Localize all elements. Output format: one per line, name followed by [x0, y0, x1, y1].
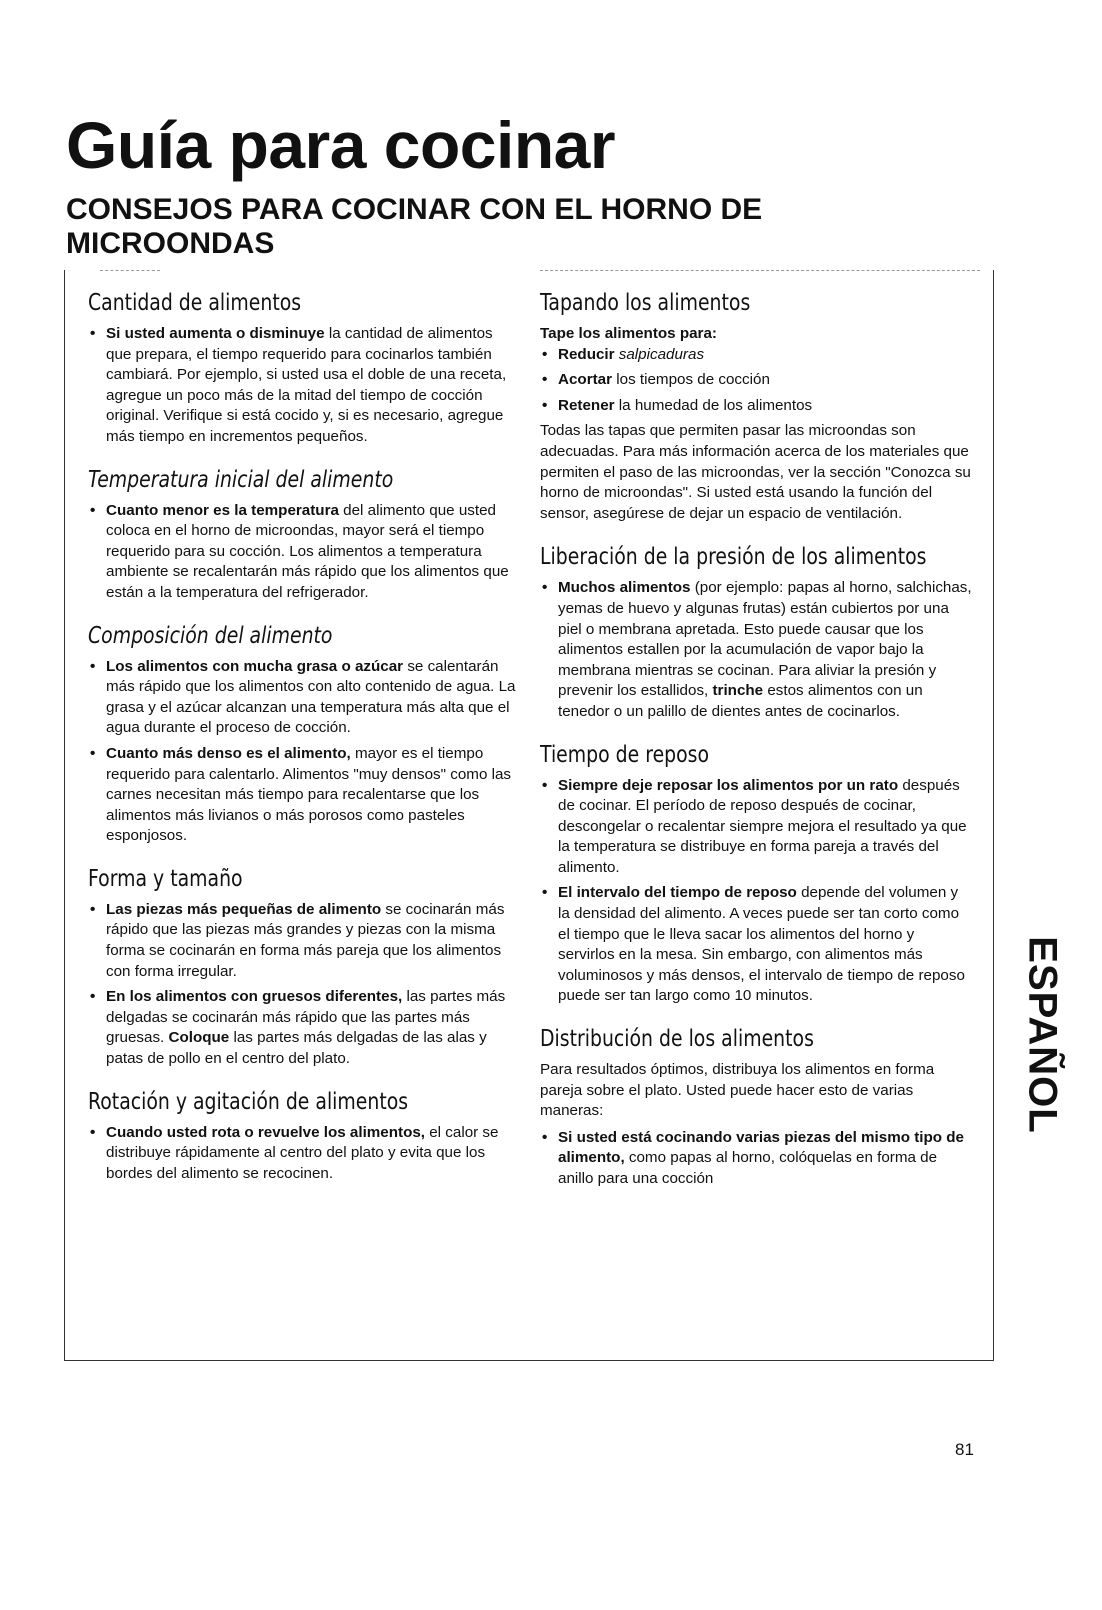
section-heading: Temperatura inicial del alimento: [88, 466, 394, 493]
section-heading: Cantidad de alimentos: [88, 290, 302, 316]
list-item: • En los alimentos con gruesos diferentes, las partes más delgadas se cocinarán más rápido que las partes más gruesas. Coloque las partes más delgadas de las alas y patas de pollo en el centro del plato.: [88, 987, 520, 1069]
list-item: • Cuanto menor es la temperatura del alimento que usted coloca en el horno de microondas, mayor será el tiempo requerido para su cocción. Los alimentos a temperatura ambiente se recalentarán más rápido que los alimentos que están a la temperatura del refrigerador.: [88, 501, 520, 604]
list-item: • Cuanto más denso es el alimento, mayor es el tiempo requerido para calentarlo. Alimentos "muy densos" como las carnes necesitan más tiempo para recalentarse que los alimentos más livianos o más porosos como pasteles esponjosos.: [88, 744, 520, 847]
page-title: Guía para cocinar: [66, 108, 616, 182]
list-item: • Muchos alimentos (por ejemplo: papas al horno, salchichas, yemas de huevo y algunas frutas) están cubiertos por una piel o membrana apretada. Esto puede causar que los alimentos estallen por la acumulación de vapor bajo la membrana mientras se cocinan. Para aliviar la presión y prevenir los estallidos, trinche estos alimentos con un tenedor o un palillo de dientes antes de cocinarlos.: [540, 578, 972, 722]
section-heading: Composición del alimento: [88, 622, 333, 649]
list-item: • El intervalo del tiempo de reposo depende del volumen y la densidad del alimento. A veces puede ser tan corto como el tiempo que le lleva sacar los alimentos del horno y servirlos en la mesa. Sin embargo, con alimentos más voluminosos y más densos, el intervalo de tiempo de reposo puede ser tan largo como 10 minutos.: [540, 883, 972, 1007]
list-item: • Acortar los tiempos de cocción: [540, 370, 972, 391]
frame-top-dash: [540, 270, 980, 271]
page-number: 81: [955, 1440, 974, 1459]
section-heading: Liberación de la presión de los alimentos: [540, 544, 927, 571]
paragraph: Para resultados óptimos, distribuya los alimentos en forma pareja sobre el plato. Usted puede hacer esto de varias maneras:: [540, 1061, 935, 1120]
section-heading: Rotación y agitación de alimentos: [88, 1088, 409, 1115]
left-column: [88, 288, 520, 1189]
page-subtitle: CONSEJOS PARA COCINAR CON EL HORNO DE MICROONDAS: [66, 193, 763, 260]
right-column: [540, 288, 972, 1195]
frame-top-dash: [100, 270, 160, 271]
section-heading: Forma y tamaño: [88, 865, 243, 892]
section-heading: Tapando los alimentos: [540, 290, 751, 316]
language-label: ESPAÑOL: [1020, 936, 1065, 1134]
list-item: • Los alimentos con mucha grasa o azúcar se calentarán más rápido que los alimentos con alto contenido de agua. La grasa y el azúcar alcanzan una temperatura más alta que el agua durante el proceso de cocción.: [88, 657, 520, 739]
frame-left: [64, 270, 65, 1360]
frame-bottom: [64, 1360, 994, 1361]
frame-right: [993, 270, 994, 1360]
paragraph: Todas las tapas que permiten pasar las microondas son adecuadas. Para más información acerca de los materiales que permiten el paso de las microondas, ver la sección "Conozca su horno de microondas". Si usted está usando la función del sensor, asegúrese de dejar un espacio de ventilación.: [540, 422, 971, 522]
list-item: • Cuando usted rota o revuelve los alimentos, el calor se distribuye rápidamente al centro del plato y evita que los bordes del alimento se recocinen.: [88, 1123, 520, 1185]
section-heading: Tiempo de reposo: [540, 741, 710, 768]
list-item: • Retener la humedad de los alimentos: [540, 396, 972, 417]
list-item: • Las piezas más pequeñas de alimento se cocinarán más rápido que las piezas más grandes y piezas con la misma forma se cocinarán en forma más pareja que los alimentos con forma irregular.: [88, 900, 520, 982]
section-intro: Tape los alimentos para:: [540, 325, 717, 342]
list-item: • Si usted aumenta o disminuye la cantidad de alimentos que prepara, el tiempo requerido para cocinarlos también cambiará. Por ejemplo, si usted usa el doble de una receta, agregue un poco más de la mitad del tiempo de cocción original. Verifique si está cocido y, si es necesario, agregue más tiempo en incrementos pequeños.: [88, 324, 520, 448]
language-tab: [1012, 935, 1072, 1135]
list-item: • Siempre deje reposar los alimentos por un rato después de cocinar. El período de reposo después de cocinar, descongelar o recalentar siempre mejora el resultado ya que la temperatura se distribuye en forma pareja a través del alimento.: [540, 776, 972, 879]
list-item: • Reducir salpicaduras: [540, 345, 972, 366]
section-heading: Distribución de los alimentos: [540, 1026, 814, 1053]
list-item: • Si usted está cocinando varias piezas del mismo tipo de alimento, como papas al horno, colóquelas en forma de anillo para una cocción: [540, 1128, 972, 1190]
